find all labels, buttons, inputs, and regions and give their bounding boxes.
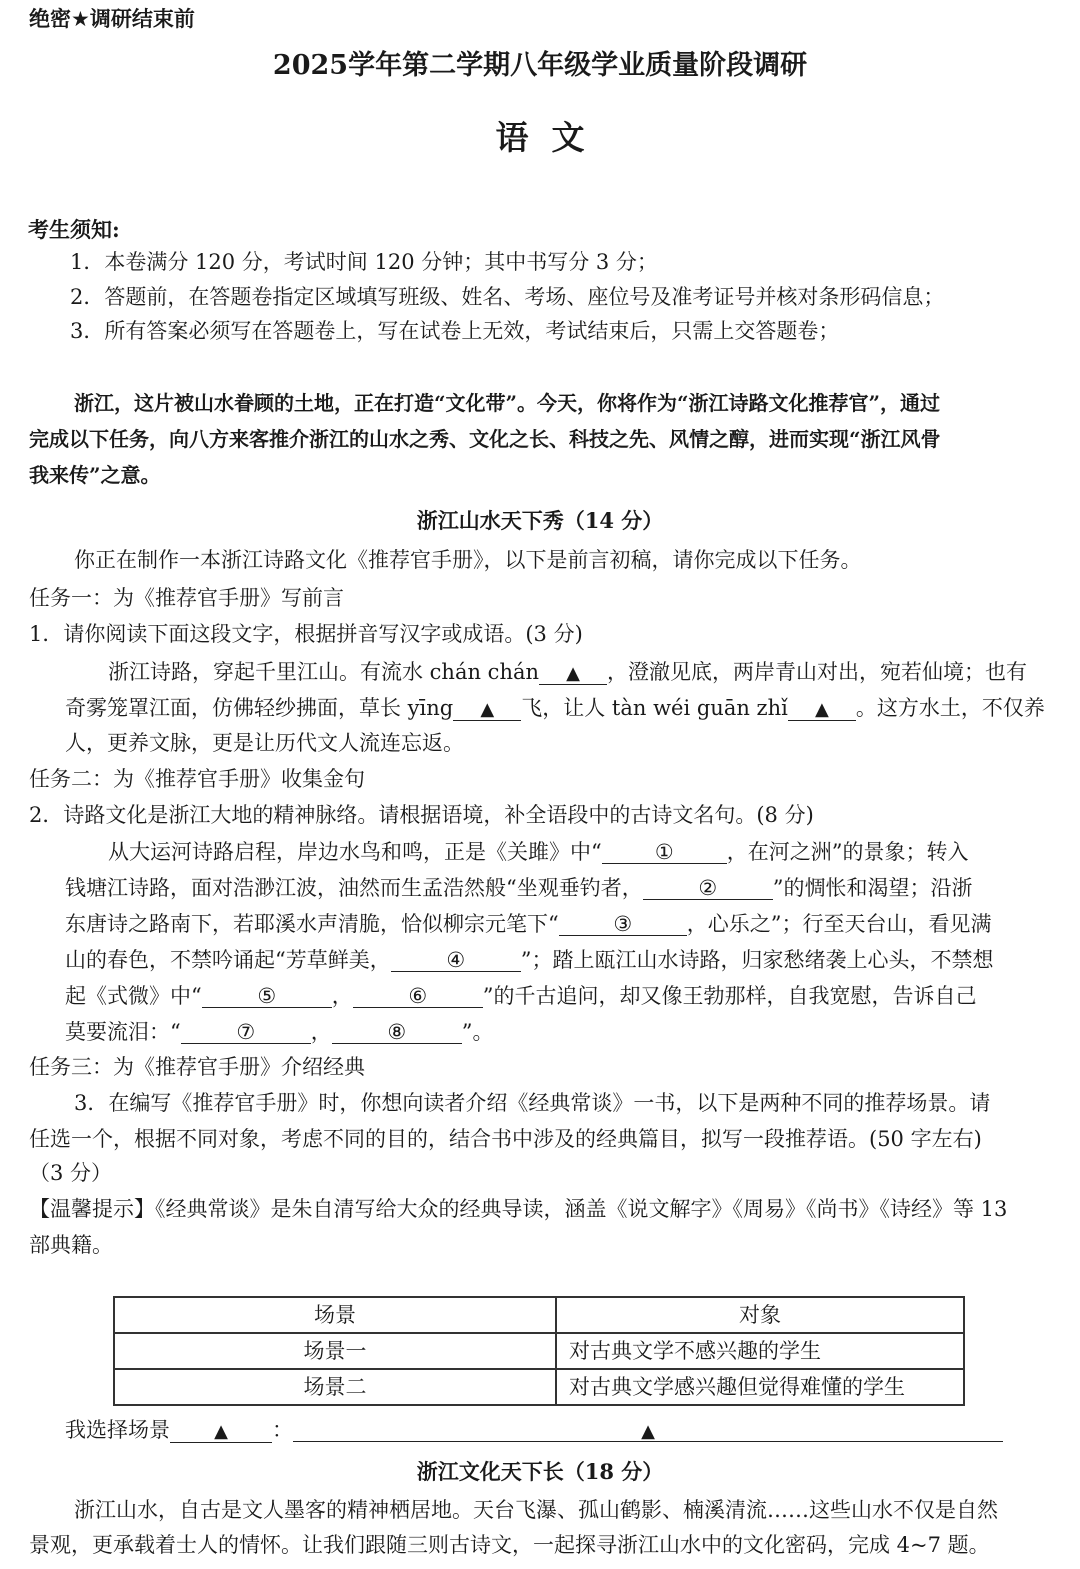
answer-blank-7[interactable]: ⑦: [181, 1021, 311, 1044]
answer-blank[interactable]: ▲: [788, 697, 856, 721]
section-2-line-1: 浙江山水，自古是文人墨客的精神栖居地。天台飞瀑、孤山鹤影、楠溪清流……这些山水不仅是自然: [74, 1498, 998, 1522]
scene-choice-line: 我选择场景 ▲ ： ▲: [65, 1419, 1003, 1443]
notice-heading: 考生须知:: [28, 217, 120, 242]
intro-line-1: 浙江，这片被山水眷顾的土地，正在打造“文化带”。今天，你将作为“浙江诗路文化推荐官”，通过: [74, 391, 941, 415]
question-1-stem: 1．请你阅读下面这段文字，根据拼音写汉字或成语。(3 分): [29, 622, 583, 646]
notice-item-1: 1．本卷满分 120 分，考试时间 120 分钟；其中书写分 3 分；: [70, 250, 658, 274]
question-2-line-5: 起《式微》中“ ⑤ ， ⑥ ”的千古追问，却又像王勃那样，自我宽慰，告诉自己: [65, 984, 977, 1008]
confidential-mark: 绝密★调研结束前: [29, 7, 195, 31]
tip-line-1: 【温馨提示】《经典常谈》是朱自清写给大众的经典导读，涵盖《说文解字》《周易》《尚书》《诗经》等 13: [29, 1197, 1008, 1221]
answer-blank-6[interactable]: ⑥: [353, 985, 483, 1008]
question-2-stem: 2．诗路文化是浙江大地的精神脉络。请根据语境，补全语段中的古诗文名句。(8 分): [29, 803, 814, 827]
answer-blank[interactable]: ▲: [539, 661, 607, 685]
question-3-line-2: 任选一个，根据不同对象，考虑不同的目的，结合书中涉及的经典篇目，拟写一段推荐语。(50 字左右): [29, 1127, 982, 1151]
notice-item-2: 2．答题前，在答题卷指定区域填写班级、姓名、考场、座位号及准考证号并核对条形码信息；: [70, 285, 945, 309]
answer-blank-4[interactable]: ④: [391, 949, 521, 972]
question-2-line-3: 东唐诗之路南下，若耶溪水声清脆，恰似柳宗元笔下“ ③ ，心乐之”；行至天台山，看见满: [65, 912, 992, 936]
table-cell: 场景二: [114, 1369, 556, 1405]
table-row: [114, 1369, 964, 1405]
answer-blank-5[interactable]: ⑤: [202, 985, 332, 1008]
question-3-line-3: （3 分）: [29, 1161, 113, 1185]
table-header-row: [114, 1297, 964, 1333]
question-1-line-1: 浙江诗路，穿起千里江山。有流水 chán chán ▲ ，澄澈见底，两岸青山对出，宛若仙境；也有: [108, 660, 1028, 684]
question-2-line-4: 山的春色，不禁吟诵起“芳草鲜美， ④ ”；踏上瓯江山水诗路，归家愁绪袭上心头，不禁想: [65, 948, 994, 972]
subject-title: 语 文: [495, 118, 585, 157]
task-2-heading: 任务二：为《推荐官手册》收集金句: [29, 767, 365, 791]
intro-line-3: 我来传”之意。: [29, 463, 161, 487]
table-header: 对象: [556, 1297, 964, 1333]
answer-blank-2[interactable]: ②: [643, 877, 773, 900]
answer-blank-8[interactable]: ⑧: [332, 1021, 462, 1044]
question-3-line-1: 3．在编写《推荐官手册》时，你想向读者介绍《经典常谈》一书，以下是两种不同的推荐场景。请: [74, 1091, 991, 1115]
answer-blank-1[interactable]: ①: [602, 841, 727, 864]
answer-blank-3[interactable]: ③: [559, 913, 687, 936]
question-2-line-1: 从大运河诗路启程，岸边水鸟和鸣，正是《关雎》中“ ① ，在河之洲”的景象；转入: [108, 840, 969, 864]
task-1-heading: 任务一：为《推荐官手册》写前言: [29, 586, 344, 610]
table-cell: 对古典文学感兴趣但觉得难懂的学生: [556, 1369, 964, 1405]
question-2-line-6: 莫要流泪：“ ⑦ ， ⑧ ”。: [65, 1020, 494, 1044]
question-1-line-3: 人，更养文脉，更是让历代文人流连忘返。: [65, 731, 464, 755]
table-row: [114, 1333, 964, 1369]
question-1-line-2: 奇雾笼罩江面，仿佛轻纱拂面，草长 yīng ▲ 飞，让人 tàn wéi guān zhǐ ▲ 。这方水土，不仅养: [65, 696, 1045, 720]
task-3-heading: 任务三：为《推荐官手册》介绍经典: [29, 1055, 365, 1079]
intro-line-2: 完成以下任务，向八方来客推介浙江的山水之秀、文化之长、科技之先、风情之醇，进而实现“浙江风骨: [29, 427, 941, 451]
section-2-line-2: 景观，更承载着士人的情怀。让我们跟随三则古诗文，一起探寻浙江山水中的文化密码，完成 4~7 题。: [29, 1533, 990, 1557]
scene-choice-blank[interactable]: ▲: [170, 1419, 272, 1443]
question-2-line-2: 钱塘江诗路，面对浩渺江波，油然而生孟浩然般“坐观垂钓者， ② ”的惆怅和渴望；沿浙: [65, 876, 973, 900]
table-header: 场景: [114, 1297, 556, 1333]
table-cell: 对古典文学不感兴趣的学生: [556, 1333, 964, 1369]
notice-item-3: 3．所有答案必须写在答题卷上，写在试卷上无效，考试结束后，只需上交答题卷；: [70, 319, 840, 343]
exam-title: 2025学年第二学期八年级学业质量阶段调研: [272, 50, 808, 81]
section-1-title: 浙江山水天下秀（14 分）: [416, 508, 664, 533]
section-1-lead: 你正在制作一本浙江诗路文化《推荐官手册》，以下是前言初稿，请你完成以下任务。: [74, 548, 862, 572]
table-cell: 场景一: [114, 1333, 556, 1369]
scene-table: [113, 1296, 965, 1406]
answer-blank[interactable]: ▲: [453, 697, 521, 721]
recommendation-blank[interactable]: ▲: [293, 1420, 1003, 1442]
section-2-title: 浙江文化天下长（18 分）: [416, 1459, 664, 1484]
tip-line-2: 部典籍。: [29, 1233, 113, 1257]
